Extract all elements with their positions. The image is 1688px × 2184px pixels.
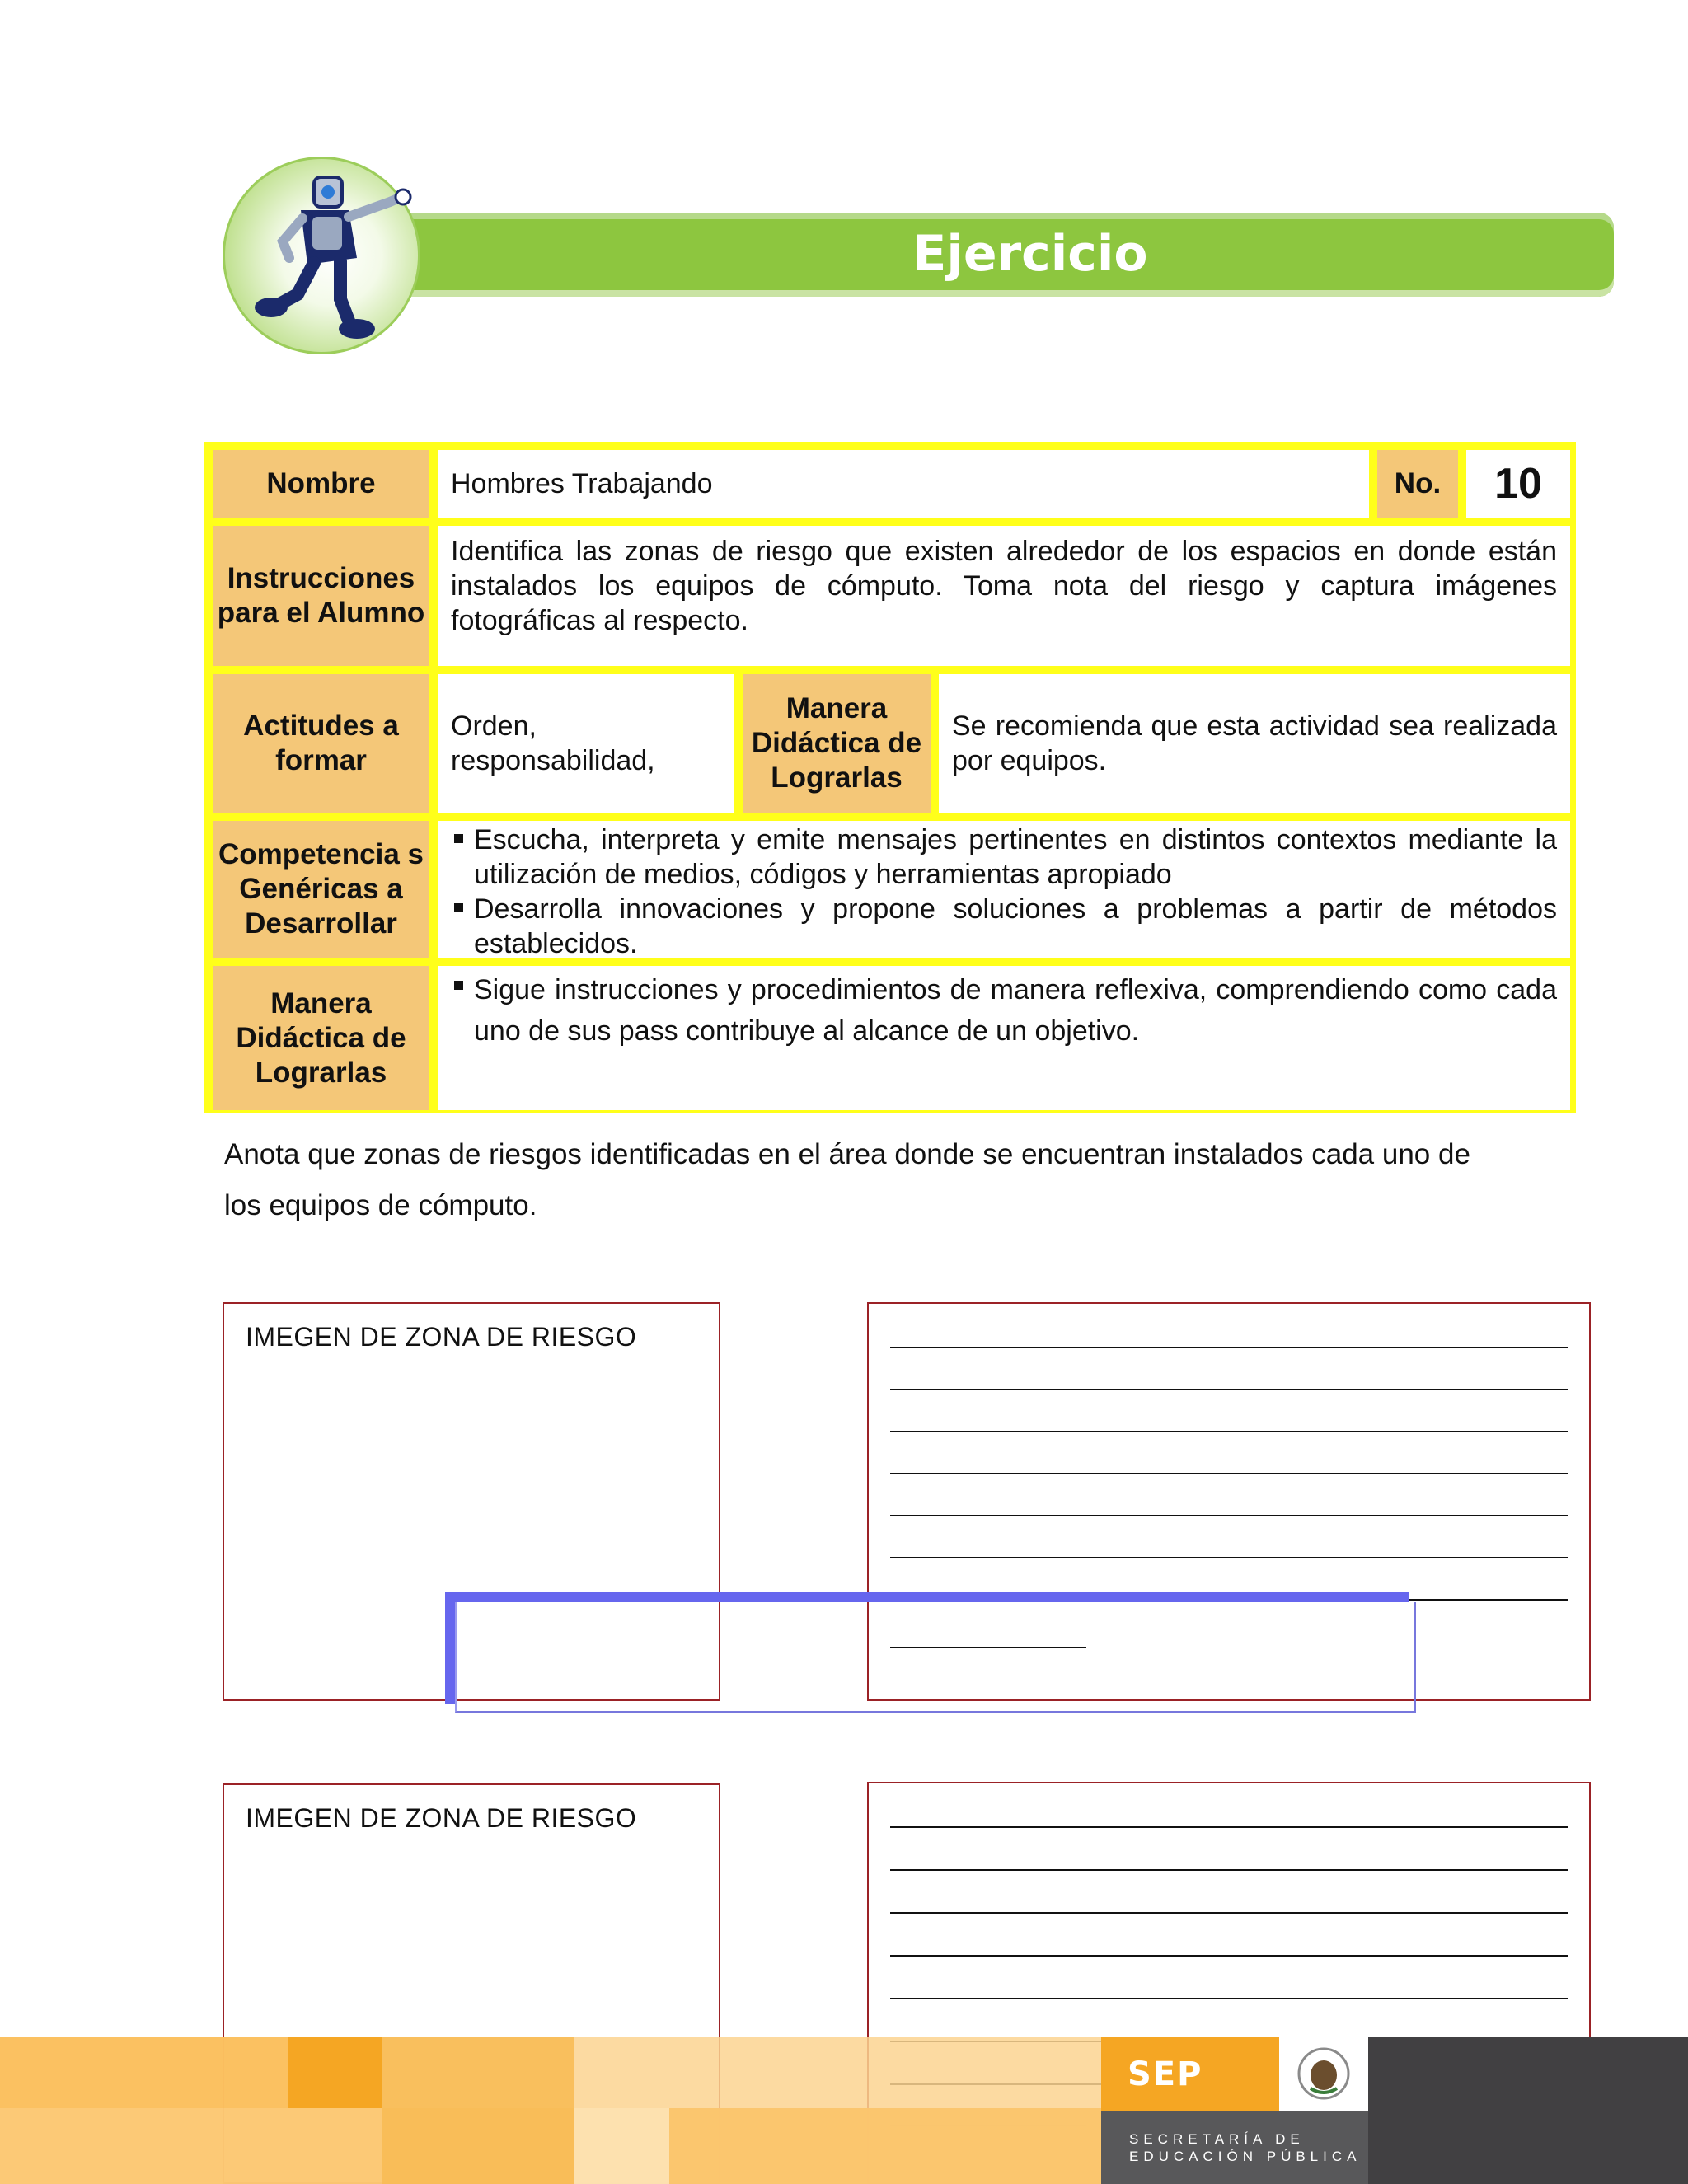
instruction-paragraph: Anota que zonas de riesgos identificadas en el área donde se encuentran instalados cada uno de los equipos de cómputo.: [224, 1138, 1470, 1221]
exercise-info-table: [204, 442, 1576, 1113]
writing-line: [890, 1826, 1568, 1828]
writing-line: [890, 1473, 1568, 1474]
nombre-value: [438, 450, 1369, 518]
manera-didactica-mid-value: [939, 674, 1570, 813]
writing-line: [890, 1557, 1568, 1558]
manera-mid-text: Se recomienda que esta actividad sea realizada por equipos.: [952, 710, 1557, 776]
writing-line: [890, 1998, 1568, 1999]
exercise-number: 10: [1466, 450, 1570, 518]
writing-line: [890, 1912, 1568, 1914]
robot-mascot-icon: [223, 157, 420, 354]
mexican-seal-icon: [1296, 2044, 1352, 2103]
no-label: No.: [1377, 450, 1458, 518]
sep-name-line2: EDUCACIÓN PÚBLICA: [1129, 2149, 1362, 2164]
writing-line: [890, 1389, 1568, 1390]
image-caption: IMEGEN DE ZONA DE RIESGO: [246, 1803, 637, 1833]
instrucciones-value: Identifica las zonas de riesgo que existen alrededor de los espacios en donde están instalados los equipos de cómputo. Toma nota del riesgo y captura imágenes fotográficas al respecto.: [438, 526, 1570, 666]
actitudes-value-text: Orden, responsabilidad,: [451, 710, 655, 776]
manera-didactica-list: [438, 966, 1570, 1110]
manera-didactica-mid-label: Manera Didáctica de Lograrlas: [743, 674, 931, 813]
manera-item: Sigue instrucciones y procedimientos de manera reflexiva, comprendiendo como cada uno de sus pass contribuye al alcance de un objetivo.: [451, 969, 1557, 1052]
sep-name-line1: SECRETARÍA DE: [1129, 2131, 1305, 2147]
writing-line: [890, 1955, 1568, 1957]
instrucciones-label: Instrucciones para el Alumno: [213, 526, 429, 666]
selection-outline-frame: [455, 1602, 1416, 1713]
nombre-label: Nombre: [213, 450, 429, 518]
page-title: Ejercicio: [912, 225, 1148, 283]
sep-logo: SEP: [1128, 2055, 1203, 2093]
writing-line: [890, 1869, 1568, 1871]
manera-didactica-label: Manera Didáctica de Lograrlas: [213, 966, 429, 1110]
competencia-item: Desarrolla innovaciones y propone soluciones a problemas a partir de métodos establecidos.: [451, 892, 1557, 961]
writing-line: [890, 1431, 1568, 1432]
competencia-item: Escucha, interpreta y emite mensajes pertinentes en distintos contextos mediante la utilización de medios, códigos y herramientas apropiado: [451, 823, 1557, 892]
selection-outline-top: [445, 1592, 1409, 1602]
actitudes-value: [438, 674, 734, 813]
writing-line: [890, 1515, 1568, 1516]
image-caption: IMEGEN DE ZONA DE RIESGO: [246, 1322, 637, 1352]
footer-band: [0, 2037, 1688, 2184]
nombre-value-text: Hombres Trabajando: [451, 468, 713, 499]
selection-outline-left: [445, 1592, 455, 1704]
competencias-list: [438, 821, 1570, 958]
actitudes-label: Actitudes a formar: [213, 674, 429, 813]
competencias-label: Competencia s Genéricas a Desarrollar: [213, 821, 429, 958]
writing-line: [890, 1347, 1568, 1348]
